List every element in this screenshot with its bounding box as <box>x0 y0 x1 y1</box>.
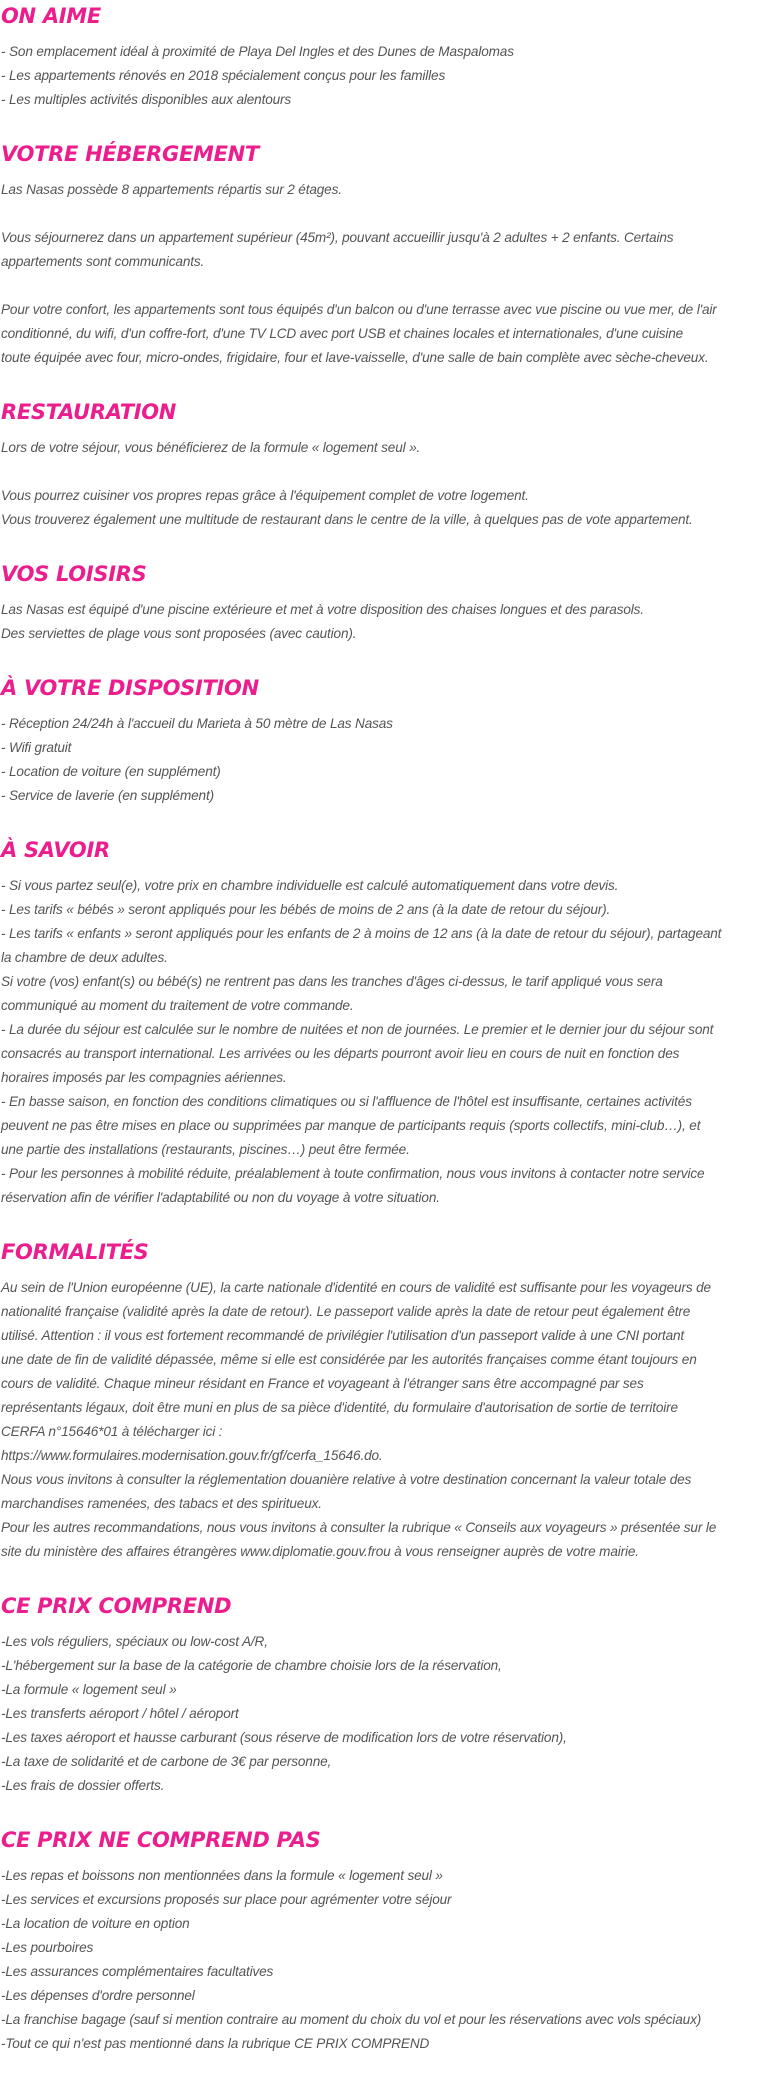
text-line: Vous séjournerez dans un appartement supérieur (45m²), pouvant accueillir jusqu'à 2 adultes + 2 enfants. Certains <box>1 230 674 245</box>
text-line: nationalité française (validité après la date de retour). Le passeport valide après la date de retour peut également être <box>1 1304 691 1319</box>
text-line: Au sein de l'Union européenne (UE), la carte nationale d'identité en cours de validité est suffisante pour les voyageurs de <box>1 1280 711 1295</box>
section-restauration <box>1 398 757 532</box>
section-title: RESTAURATION <box>1 400 177 424</box>
text-line: - Son emplacement idéal à proximité de Playa Del Ingles et des Dunes de Maspalomas <box>1 44 514 59</box>
text-line: - Les tarifs « bébés » seront appliqués pour les bébés de moins de 2 ans (à la date de retour du séjour). <box>1 902 611 917</box>
text-line: - Si vous partez seul(e), votre prix en chambre individuelle est calculé automatiquement dans votre devis. <box>1 878 619 893</box>
text-line: - Pour les personnes à mobilité réduite, préalablement à toute confirmation, nous vous invitons à contacter notre service <box>1 1166 705 1181</box>
text-line: - Les tarifs « enfants » seront appliqués pour les enfants de 2 à moins de 12 ans (à la date de retour du séjour), partageant <box>1 926 722 941</box>
text-line: - En basse saison, en fonction des conditions climatiques ou si l'affluence de l'hôtel est insuffisante, certaines activités <box>1 1094 692 1109</box>
text-line: site du ministère des affaires étrangères www.diplomatie.gouv.frou à vous renseigner auprès de votre mairie. <box>1 1544 639 1559</box>
section-title: À SAVOIR <box>1 838 110 862</box>
section-vos-loisirs <box>1 560 757 646</box>
text-line: réservation afin de vérifier l'adaptabilité ou non du voyage à votre situation. <box>1 1190 440 1205</box>
text-line: une date de fin de validité dépassée, même si elle est considérée par les autorités françaises comme étant toujours en <box>1 1352 697 1367</box>
text-line: -Les vols réguliers, spéciaux ou low-cost A/R, <box>1 1634 268 1649</box>
text-line: communiqué au moment du traitement de votre commande. <box>1 998 354 1013</box>
text-line: appartements sont communicants. <box>1 254 205 269</box>
document-body <box>0 2 757 2056</box>
text-line: Pour votre confort, les appartements sont tous équipés d'un balcon ou d'une terrasse avec vue piscine ou vue mer, de l'air <box>1 302 717 317</box>
text-line: Pour les autres recommandations, nous vous invitons à consulter la rubrique « Conseils aux voyageurs » présentée sur le <box>1 1520 717 1535</box>
text-line: Si votre (vos) enfant(s) ou bébé(s) ne rentrent pas dans les tranches d'âges ci-dessus, le tarif appliqué vous sera <box>1 974 663 989</box>
text-line: - La durée du séjour est calculée sur le nombre de nuitées et non de journées. Le premier et le dernier jour du séjour sont <box>1 1022 714 1037</box>
section-formalites <box>1 1238 757 1564</box>
section-a-votre-disposition <box>1 674 757 808</box>
text-line: -La taxe de solidarité et de carbone de 3€ par personne, <box>1 1754 332 1769</box>
text-line: -Tout ce qui n'est pas mentionné dans la rubrique CE PRIX COMPREND <box>1 2036 430 2051</box>
text-line: CERFA n°15646*01 à télécharger ici : <box>1 1424 223 1439</box>
text-line: Las Nasas est équipé d'une piscine extérieure et met à votre disposition des chaises longues et des parasols. <box>1 602 644 617</box>
text-line: Las Nasas possède 8 appartements répartis sur 2 étages. <box>1 182 342 197</box>
text-line: Des serviettes de plage vous sont proposées (avec caution). <box>1 626 357 641</box>
section-ce-prix-comprend <box>1 1592 757 1798</box>
section-title: VOTRE HÉBERGEMENT <box>1 142 259 166</box>
text-line: -Les assurances complémentaires facultatives <box>1 1964 274 1979</box>
text-line: peuvent ne pas être mises en place ou supprimées par manque de participants requis (sports collectifs, mini-club…), et <box>1 1118 701 1133</box>
text-line: - Location de voiture (en supplément) <box>1 764 221 779</box>
text-line: - Wifi gratuit <box>1 740 72 755</box>
section-on-aime <box>1 2 757 112</box>
text-line: -L'hébergement sur la base de la catégorie de chambre choisie lors de la réservation, <box>1 1658 502 1673</box>
text-line: -La franchise bagage (sauf si mention contraire au moment du choix du vol et pour les réservations avec vols spéciaux) <box>1 2012 702 2027</box>
section-votre-hebergement <box>1 140 757 370</box>
text-line: Nous vous invitons à consulter la réglementation douanière relative à votre destination concernant la valeur totale des <box>1 1472 692 1487</box>
paragraph-gap <box>1 460 757 484</box>
text-line: consacrés au transport international. Les arrivées ou les départs pourront avoir lieu en cours de nuit en fonction des <box>1 1046 680 1061</box>
section-title: VOS LOISIRS <box>1 562 147 586</box>
text-line: - Réception 24/24h à l'accueil du Marieta à 50 mètre de Las Nasas <box>1 716 393 731</box>
paragraph-gap <box>1 202 757 226</box>
text-line: -La formule « logement seul » <box>1 1682 177 1697</box>
text-line: Vous trouverez également une multitude de restaurant dans le centre de la ville, à quelques pas de vote appartement. <box>1 512 693 527</box>
section-ce-prix-ne-comprend-pas <box>1 1826 757 2056</box>
section-title: CE PRIX NE COMPREND PAS <box>1 1828 321 1852</box>
text-line: - Les multiples activités disponibles aux alentours <box>1 92 292 107</box>
text-line: Vous pourrez cuisiner vos propres repas grâce à l'équipement complet de votre logement. <box>1 488 529 503</box>
text-line: -Les frais de dossier offerts. <box>1 1778 165 1793</box>
text-line: conditionné, du wifi, d'un coffre-fort, d'une TV LCD avec port USB et chaines locales et internationales, d'une cuisine <box>1 326 684 341</box>
paragraph-gap <box>1 274 757 298</box>
text-line: -Les transferts aéroport / hôtel / aéroport <box>1 1706 239 1721</box>
text-line: horaires imposés par les compagnies aériennes. <box>1 1070 287 1085</box>
text-line: toute équipée avec four, micro-ondes, frigidaire, four et lave-vaisselle, d'une salle de bain complète avec sèche-cheveux. <box>1 350 709 365</box>
text-line: - Les appartements rénovés en 2018 spécialement conçus pour les familles <box>1 68 446 83</box>
text-line: la chambre de deux adultes. <box>1 950 168 965</box>
text-line: Lors de votre séjour, vous bénéficierez de la formule « logement seul ». <box>1 440 421 455</box>
text-line: cours de validité. Chaque mineur résidant en France et voyageant à l'étranger sans être accompagné par ses <box>1 1376 644 1391</box>
text-line: https://www.formulaires.modernisation.gouv.fr/gf/cerfa_15646.do. <box>1 1448 383 1463</box>
text-line: utilisé. Attention : il vous est fortement recommandé de privilégier l'utilisation d'un passeport valide à une CNI portant <box>1 1328 685 1343</box>
section-title: CE PRIX COMPREND <box>1 1594 232 1618</box>
text-line: -Les taxes aéroport et hausse carburant (sous réserve de modification lors de votre réservation), <box>1 1730 567 1745</box>
text-line: -La location de voiture en option <box>1 1916 190 1931</box>
text-line: -Les pourboires <box>1 1940 94 1955</box>
section-a-savoir <box>1 836 757 1210</box>
section-title: ON AIME <box>1 4 101 28</box>
text-line: - Service de laverie (en supplément) <box>1 788 214 803</box>
text-line: marchandises ramenées, des tabacs et des spiritueux. <box>1 1496 322 1511</box>
text-line: une partie des installations (restaurants, piscines…) peut être fermée. <box>1 1142 410 1157</box>
text-line: -Les repas et boissons non mentionnées dans la formule « logement seul » <box>1 1868 443 1883</box>
section-title: FORMALITÉS <box>1 1240 149 1264</box>
text-line: -Les services et excursions proposés sur place pour agrémenter votre séjour <box>1 1892 452 1907</box>
section-title: À VOTRE DISPOSITION <box>1 676 259 700</box>
text-line: -Les dépenses d'ordre personnel <box>1 1988 195 2003</box>
text-line: représentants légaux, doit être muni en plus de sa pièce d'identité, du formulaire d'autorisation de sortie de territoire <box>1 1400 678 1415</box>
